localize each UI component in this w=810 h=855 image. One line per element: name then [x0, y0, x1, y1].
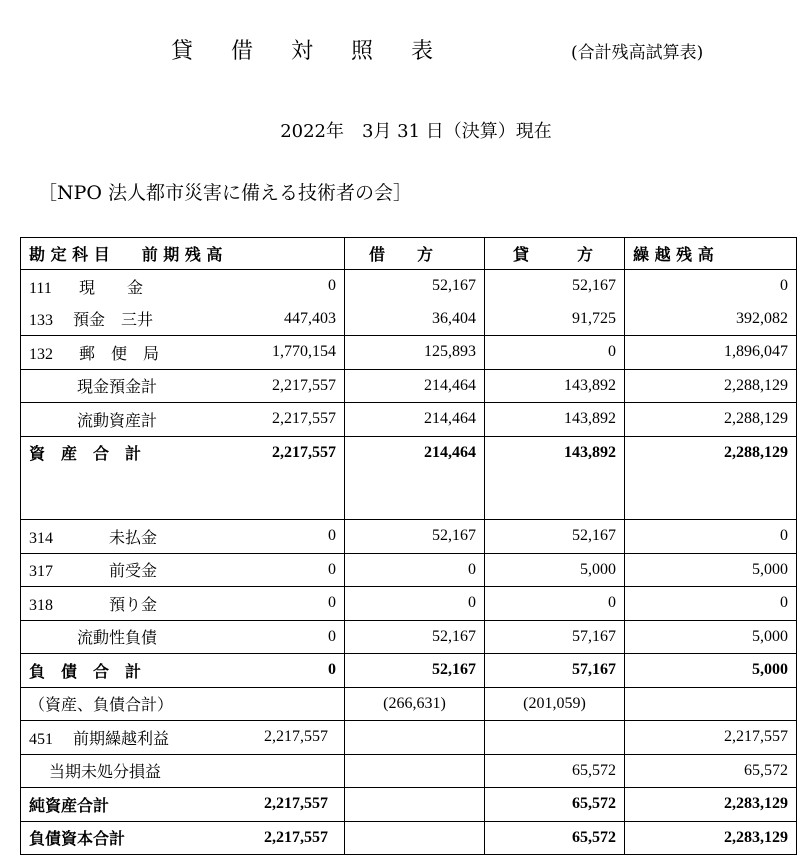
account-name: 純資産合計 — [29, 795, 110, 815]
carry-cell: 0 — [625, 520, 797, 554]
account-name: （資産、負債合計） — [29, 695, 174, 715]
account-name: 流動資産計 — [77, 410, 158, 430]
credit-cell: 0 — [485, 336, 625, 370]
account-code: 451 — [29, 730, 53, 748]
carry-cell: 2,288,129 — [625, 369, 797, 403]
document-subtitle: (合計残高試算表) — [571, 43, 704, 63]
account-cell — [21, 721, 345, 755]
credit-cell: 143,892 — [485, 436, 625, 469]
account-cell — [21, 754, 345, 788]
account-code: 318 — [29, 596, 53, 614]
table-row — [21, 821, 797, 855]
debit-cell — [345, 788, 485, 822]
prev-balance: 0 — [328, 277, 336, 295]
account-name: 未払金 — [109, 527, 158, 547]
debit-cell: 0 — [345, 587, 485, 621]
prev-balance: 2,217,557 — [272, 410, 336, 428]
empty-cell — [21, 469, 345, 520]
account-name: 前受金 — [109, 561, 158, 581]
prev-balance: 2,217,557 — [264, 728, 328, 746]
credit-cell: 143,892 — [485, 369, 625, 403]
table-row — [21, 369, 797, 403]
carry-cell: 1,896,047 — [625, 336, 797, 370]
credit-cell: 5,000 — [485, 553, 625, 587]
account-name: 預金 三井 — [73, 310, 154, 330]
table-row — [21, 587, 797, 621]
credit-cell: (201,059) — [485, 687, 625, 721]
debit-cell: 125,893 — [345, 336, 485, 370]
statement-date: 2022年 3月 31 日（決算）現在 — [280, 121, 552, 142]
debit-cell: 214,464 — [345, 436, 485, 469]
table-row — [21, 303, 797, 336]
account-name: 郵 便 局 — [79, 343, 160, 363]
carry-cell: 0 — [625, 587, 797, 621]
credit-cell: 65,572 — [485, 821, 625, 855]
carry-cell: 2,283,129 — [625, 821, 797, 855]
account-cell — [21, 687, 345, 721]
account-cell — [21, 436, 345, 469]
account-cell — [21, 270, 345, 303]
account-cell — [21, 654, 345, 688]
account-code: 317 — [29, 563, 53, 581]
prev-balance: 447,403 — [284, 309, 336, 327]
table-row — [21, 336, 797, 370]
account-name: 資 産 合 計 — [29, 444, 142, 464]
organization-name: ［NPO 法人都市災害に備える技術者の会］ — [38, 182, 413, 204]
prev-balance: 2,217,557 — [272, 376, 336, 394]
debit-cell — [345, 721, 485, 755]
credit-cell: 52,167 — [485, 270, 625, 303]
carry-cell: 5,000 — [625, 654, 797, 688]
account-name: 現 金 — [79, 277, 144, 297]
account-cell — [21, 303, 345, 336]
prev-balance: 0 — [328, 627, 336, 645]
account-cell — [21, 553, 345, 587]
account-name: 負 債 合 計 — [29, 661, 142, 681]
account-cell — [21, 788, 345, 822]
account-code: 133 — [29, 312, 53, 330]
table-row — [21, 520, 797, 554]
header-carry: 繰 越 残 高 — [625, 238, 797, 270]
carry-cell: 5,000 — [625, 553, 797, 587]
empty-cell — [345, 469, 485, 520]
debit-cell: 52,167 — [345, 520, 485, 554]
header-debit: 借 方 — [345, 238, 485, 270]
table-row — [21, 553, 797, 587]
prev-balance: 1,770,154 — [272, 343, 336, 361]
table-header-row — [21, 238, 797, 270]
table-row — [21, 754, 797, 788]
debit-cell: 214,464 — [345, 403, 485, 437]
credit-cell: 91,725 — [485, 303, 625, 336]
table-row — [21, 403, 797, 437]
table-row — [21, 270, 797, 303]
table-row — [21, 788, 797, 822]
credit-cell: 65,572 — [485, 754, 625, 788]
debit-cell: 36,404 — [345, 303, 485, 336]
credit-cell: 57,167 — [485, 620, 625, 654]
account-name: 流動性負債 — [77, 628, 158, 648]
prev-balance: 2,217,557 — [272, 443, 336, 461]
header-credit: 貸 方 — [485, 238, 625, 270]
debit-cell: 0 — [345, 553, 485, 587]
account-code: 314 — [29, 529, 53, 547]
document-title: 貸借対照表 — [171, 39, 472, 64]
balance-sheet-table — [20, 237, 797, 855]
table-row — [21, 654, 797, 688]
debit-cell: 52,167 — [345, 270, 485, 303]
account-cell — [21, 520, 345, 554]
debit-cell: 214,464 — [345, 369, 485, 403]
account-cell — [21, 587, 345, 621]
table-row — [21, 620, 797, 654]
carry-cell: 2,217,557 — [625, 721, 797, 755]
prev-balance: 2,217,557 — [264, 828, 328, 846]
header-account-prev: 勘 定 科 目 前 期 残 高 — [21, 238, 345, 270]
empty-cell — [625, 469, 797, 520]
carry-cell: 392,082 — [625, 303, 797, 336]
credit-cell: 65,572 — [485, 788, 625, 822]
account-name: 預り金 — [109, 594, 158, 614]
credit-cell: 52,167 — [485, 520, 625, 554]
table-row — [21, 436, 797, 469]
carry-cell: 5,000 — [625, 620, 797, 654]
prev-balance: 0 — [328, 661, 336, 679]
carry-cell: 2,288,129 — [625, 403, 797, 437]
carry-cell: 2,288,129 — [625, 436, 797, 469]
account-cell — [21, 821, 345, 855]
account-cell — [21, 369, 345, 403]
document-title-block — [0, 34, 810, 68]
prev-balance: 0 — [328, 560, 336, 578]
prev-balance: 2,217,557 — [264, 795, 328, 813]
credit-cell: 143,892 — [485, 403, 625, 437]
account-code: 132 — [29, 345, 53, 363]
debit-cell — [345, 821, 485, 855]
account-name: 前期繰越利益 — [73, 728, 170, 748]
credit-cell: 0 — [485, 587, 625, 621]
prev-balance: 0 — [328, 527, 336, 545]
account-cell — [21, 336, 345, 370]
prev-balance: 0 — [328, 594, 336, 612]
account-name: 当期未処分損益 — [49, 762, 162, 782]
debit-cell — [345, 754, 485, 788]
account-cell — [21, 620, 345, 654]
carry-cell: 2,283,129 — [625, 788, 797, 822]
debit-cell: (266,631) — [345, 687, 485, 721]
table-row — [21, 687, 797, 721]
credit-cell — [485, 721, 625, 755]
account-cell — [21, 403, 345, 437]
carry-cell: 65,572 — [625, 754, 797, 788]
spacer-row — [21, 469, 797, 520]
account-name: 負債資本合計 — [29, 829, 126, 849]
account-name: 現金預金計 — [77, 377, 158, 397]
credit-cell: 57,167 — [485, 654, 625, 688]
carry-cell: 0 — [625, 270, 797, 303]
table-row — [21, 721, 797, 755]
debit-cell: 52,167 — [345, 620, 485, 654]
empty-cell — [485, 469, 625, 520]
debit-cell: 52,167 — [345, 654, 485, 688]
account-code: 111 — [29, 279, 52, 297]
carry-cell — [625, 687, 797, 721]
